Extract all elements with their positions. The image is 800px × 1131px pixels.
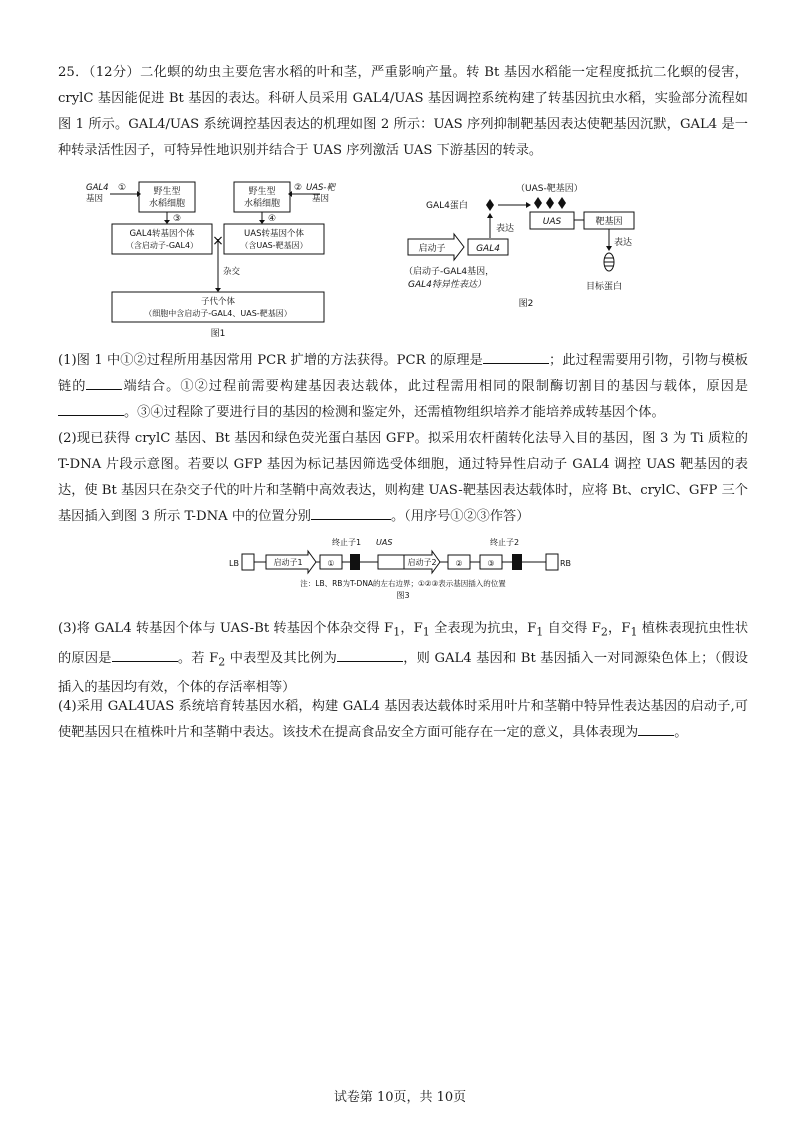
figure-2-caption: 图2 (518, 299, 534, 309)
question-stem-text: 25．（12分）二化螟的幼虫主要危害水稻的叶和茎，严重影响产量。转 Bt 基因水稻能一定程度抵抗二化螟的侵害，crylC 基因能促进 Bt 基因的表达。科研人员采用 GAL4/UAS 基因调控系统构建了转基因抗虫水稻，实验部分流程如图 1 所示。GAL4/UAS 系统调控基因表达的机理如图 2 所示：UAS 序列抑制靶基因表达使靶基因沉默，GAL4 是一种转录活性因子，可特异性地识别并结合于 UAS 序列激活 UAS 下游基因的转录。 (58, 65, 748, 158)
terminator-2-label: 终止子2 (490, 538, 520, 547)
site-1-label: ① (327, 559, 335, 568)
gal4-protein-label: GAL4蛋白 (426, 201, 468, 211)
terminator-2-block (512, 554, 522, 570)
gal4-individual-line2: （含启动子-GAL4） (125, 241, 199, 250)
question-part-1 (58, 348, 748, 426)
q3-text-h: 中表型及其比例为 (225, 650, 338, 666)
cross-symbol: × (212, 233, 224, 249)
step-4-mark: ④ (268, 214, 277, 224)
q3-text-i: ，则 GAL4 基因和 Bt 基因插入一对同源染色体上；（假设插入的基因均有效，个体的存活率相等） (58, 650, 748, 696)
wild-cell-1-line2: 水稻细胞 (148, 199, 186, 209)
q4-text-a: (4)采用 GAL4UAS 系统培育转基因水稻，构建 GAL4 基因表达载体时采用叶片和茎鞘中特异性表达基因的启动子,可使靶基因只在植株叶片和茎鞘中表达。该技术在提高食品安全方面可能存在一定的意义，具体表现为 (58, 699, 748, 740)
rb-label: RB (560, 559, 572, 568)
q3-sub-1: 1 (393, 625, 401, 639)
q4-answer-blank[interactable] (638, 721, 674, 736)
offspring-line1: 子代个体 (200, 297, 236, 307)
uas-gene-label-2: 基因 (312, 194, 330, 204)
question-stem (58, 60, 748, 164)
q1-text-a: (1)图 1 中①②过程所用基因常用 PCR 扩增的方法获得。PCR 的原理是 (58, 353, 483, 368)
q3-answer-blank-1[interactable] (112, 647, 178, 662)
uas-individual-line1: UAS转基因个体 (244, 229, 304, 239)
wild-cell-1-line1: 野生型 (153, 187, 181, 197)
expression-label-1: 表达 (496, 224, 515, 234)
site-2-label: ② (455, 559, 463, 568)
q3-text-g: 。若 F (177, 650, 219, 666)
figure-1 (84, 176, 344, 341)
rb-box (546, 554, 558, 570)
q2-text-b: 。（用序号①②③作答） (390, 509, 530, 524)
uas-box (378, 555, 404, 569)
q3-text-a: (3)将 GAL4 转基因个体与 UAS-Bt 转基因个体杂交得 F (58, 621, 394, 636)
question-part-4 (58, 694, 748, 746)
bound-gal4-icon-2 (546, 197, 554, 209)
gal4-gene-box-label: GAL4 (476, 244, 500, 254)
q3-text-b: ，F (400, 621, 423, 636)
q3-answer-blank-2[interactable] (337, 647, 403, 662)
q1-answer-blank-3[interactable] (58, 401, 124, 416)
figure-3-caption: 图3 (396, 591, 410, 600)
wild-cell-2-line1: 野生型 (248, 187, 276, 197)
target-protein-label: 目标蛋白 (586, 282, 623, 292)
q3-text-e: ，F (607, 621, 631, 636)
q3-sub-4: 2 (600, 625, 608, 639)
uas-target-label: （UAS-靶基因） (516, 184, 583, 194)
lb-box (242, 554, 254, 570)
q4-text-b: 。 (674, 725, 688, 740)
uas-box-label: UAS (542, 217, 562, 227)
wild-cell-2-line2: 水稻细胞 (243, 199, 281, 209)
site-3-label: ③ (487, 559, 495, 568)
q3-text-f: 植株表现抗虫性状的原因是 (58, 621, 748, 666)
terminator-1-block (350, 554, 360, 570)
expression-label-2: 表达 (614, 238, 633, 248)
q1-answer-blank-2[interactable] (86, 375, 122, 390)
q1-text-b: ；此过程需要用引物，引物与模板链的 (58, 353, 748, 394)
bound-gal4-icon-1 (534, 197, 542, 209)
q1-text-d: 。③④过程除了要进行目的基因的检测和鉴定外，还需植物组织培养才能培养成转基因个体。 (124, 405, 665, 420)
q1-text-c: 端结合。①②过程前需要构建基因表达载体，此过程需用相同的限制酶切割目的基因与载体，原因是 (122, 379, 748, 394)
q3-sub-6: 2 (218, 655, 226, 669)
step-3-mark: ③ (173, 214, 182, 224)
lb-label: LB (229, 559, 239, 568)
promoter-2-label: 启动子2 (407, 558, 437, 567)
q2-text-a: (2)现已获得 crylC 基因、Bt 基因和绿色荧光蛋白基因 GFP。拟采用农杆菌转化法导入目的基因，图 3 为 Ti 质粒的 T-DNA 片段示意图。若要以 GFP 基因为标记基因筛选受体细胞，通过特异性启动子 GAL4 调控 UAS 靶基因的表达，使 Bt 基因只在杂交子代的叶片和茎鞘中高效表达，则构建 UAS-靶基因表达载体时，应将 Bt、crylC、GFP 三个基因插入到图 3 所示 T-DNA 中的位置分别 (58, 431, 748, 524)
q3-sub-5: 1 (630, 625, 638, 639)
gal4-individual-line1: GAL4转基因个体 (129, 229, 195, 239)
q3-sub-2: 1 (422, 625, 430, 639)
q3-text-c: 全表现为抗虫，F (429, 621, 537, 636)
q1-answer-blank-1[interactable] (483, 349, 549, 364)
figure-1-caption: 图1 (210, 329, 226, 339)
page-footer: 试卷第 10页，共 10页 (333, 1090, 467, 1105)
uas-label: UAS (376, 538, 393, 547)
offspring-line2: （细胞中含启动子-GAL4、UAS-靶基因） (144, 309, 292, 318)
target-gene-label: 靶基因 (595, 217, 623, 227)
uas-individual-line2: （含UAS-靶基因） (240, 241, 308, 250)
q3-sub-3: 1 (536, 625, 544, 639)
hybrid-label: 杂交 (223, 267, 241, 277)
step-1-mark: ① (118, 183, 127, 193)
figure-2 (398, 176, 698, 314)
step-2-mark: ② (294, 183, 303, 193)
bound-gal4-icon-3 (558, 197, 566, 209)
promoter-note-line2: GAL4特异性表达） (408, 280, 486, 290)
promoter-1-label: 启动子1 (273, 558, 303, 567)
terminator-1-label: 终止子1 (332, 538, 362, 547)
figure-3-note: 注：LB、RB为T-DNA的左右边界；①②③表示基因插入的位置 (300, 579, 506, 588)
uas-gene-label: UAS-靶 (306, 183, 335, 193)
gal4-protein-icon (486, 199, 494, 211)
promoter-note-line1: （启动子-GAL4基因， (404, 267, 495, 277)
gal4-gene-label: GAL4 (86, 183, 109, 193)
q2-answer-blank[interactable] (311, 505, 391, 520)
promoter-label: 启动子 (418, 244, 446, 254)
q3-text-d: 自交得 F (543, 621, 601, 636)
question-part-3 (58, 616, 748, 701)
question-part-2 (58, 426, 748, 530)
gal4-gene-label-2: 基因 (86, 194, 104, 204)
figure-3 (228, 536, 578, 604)
